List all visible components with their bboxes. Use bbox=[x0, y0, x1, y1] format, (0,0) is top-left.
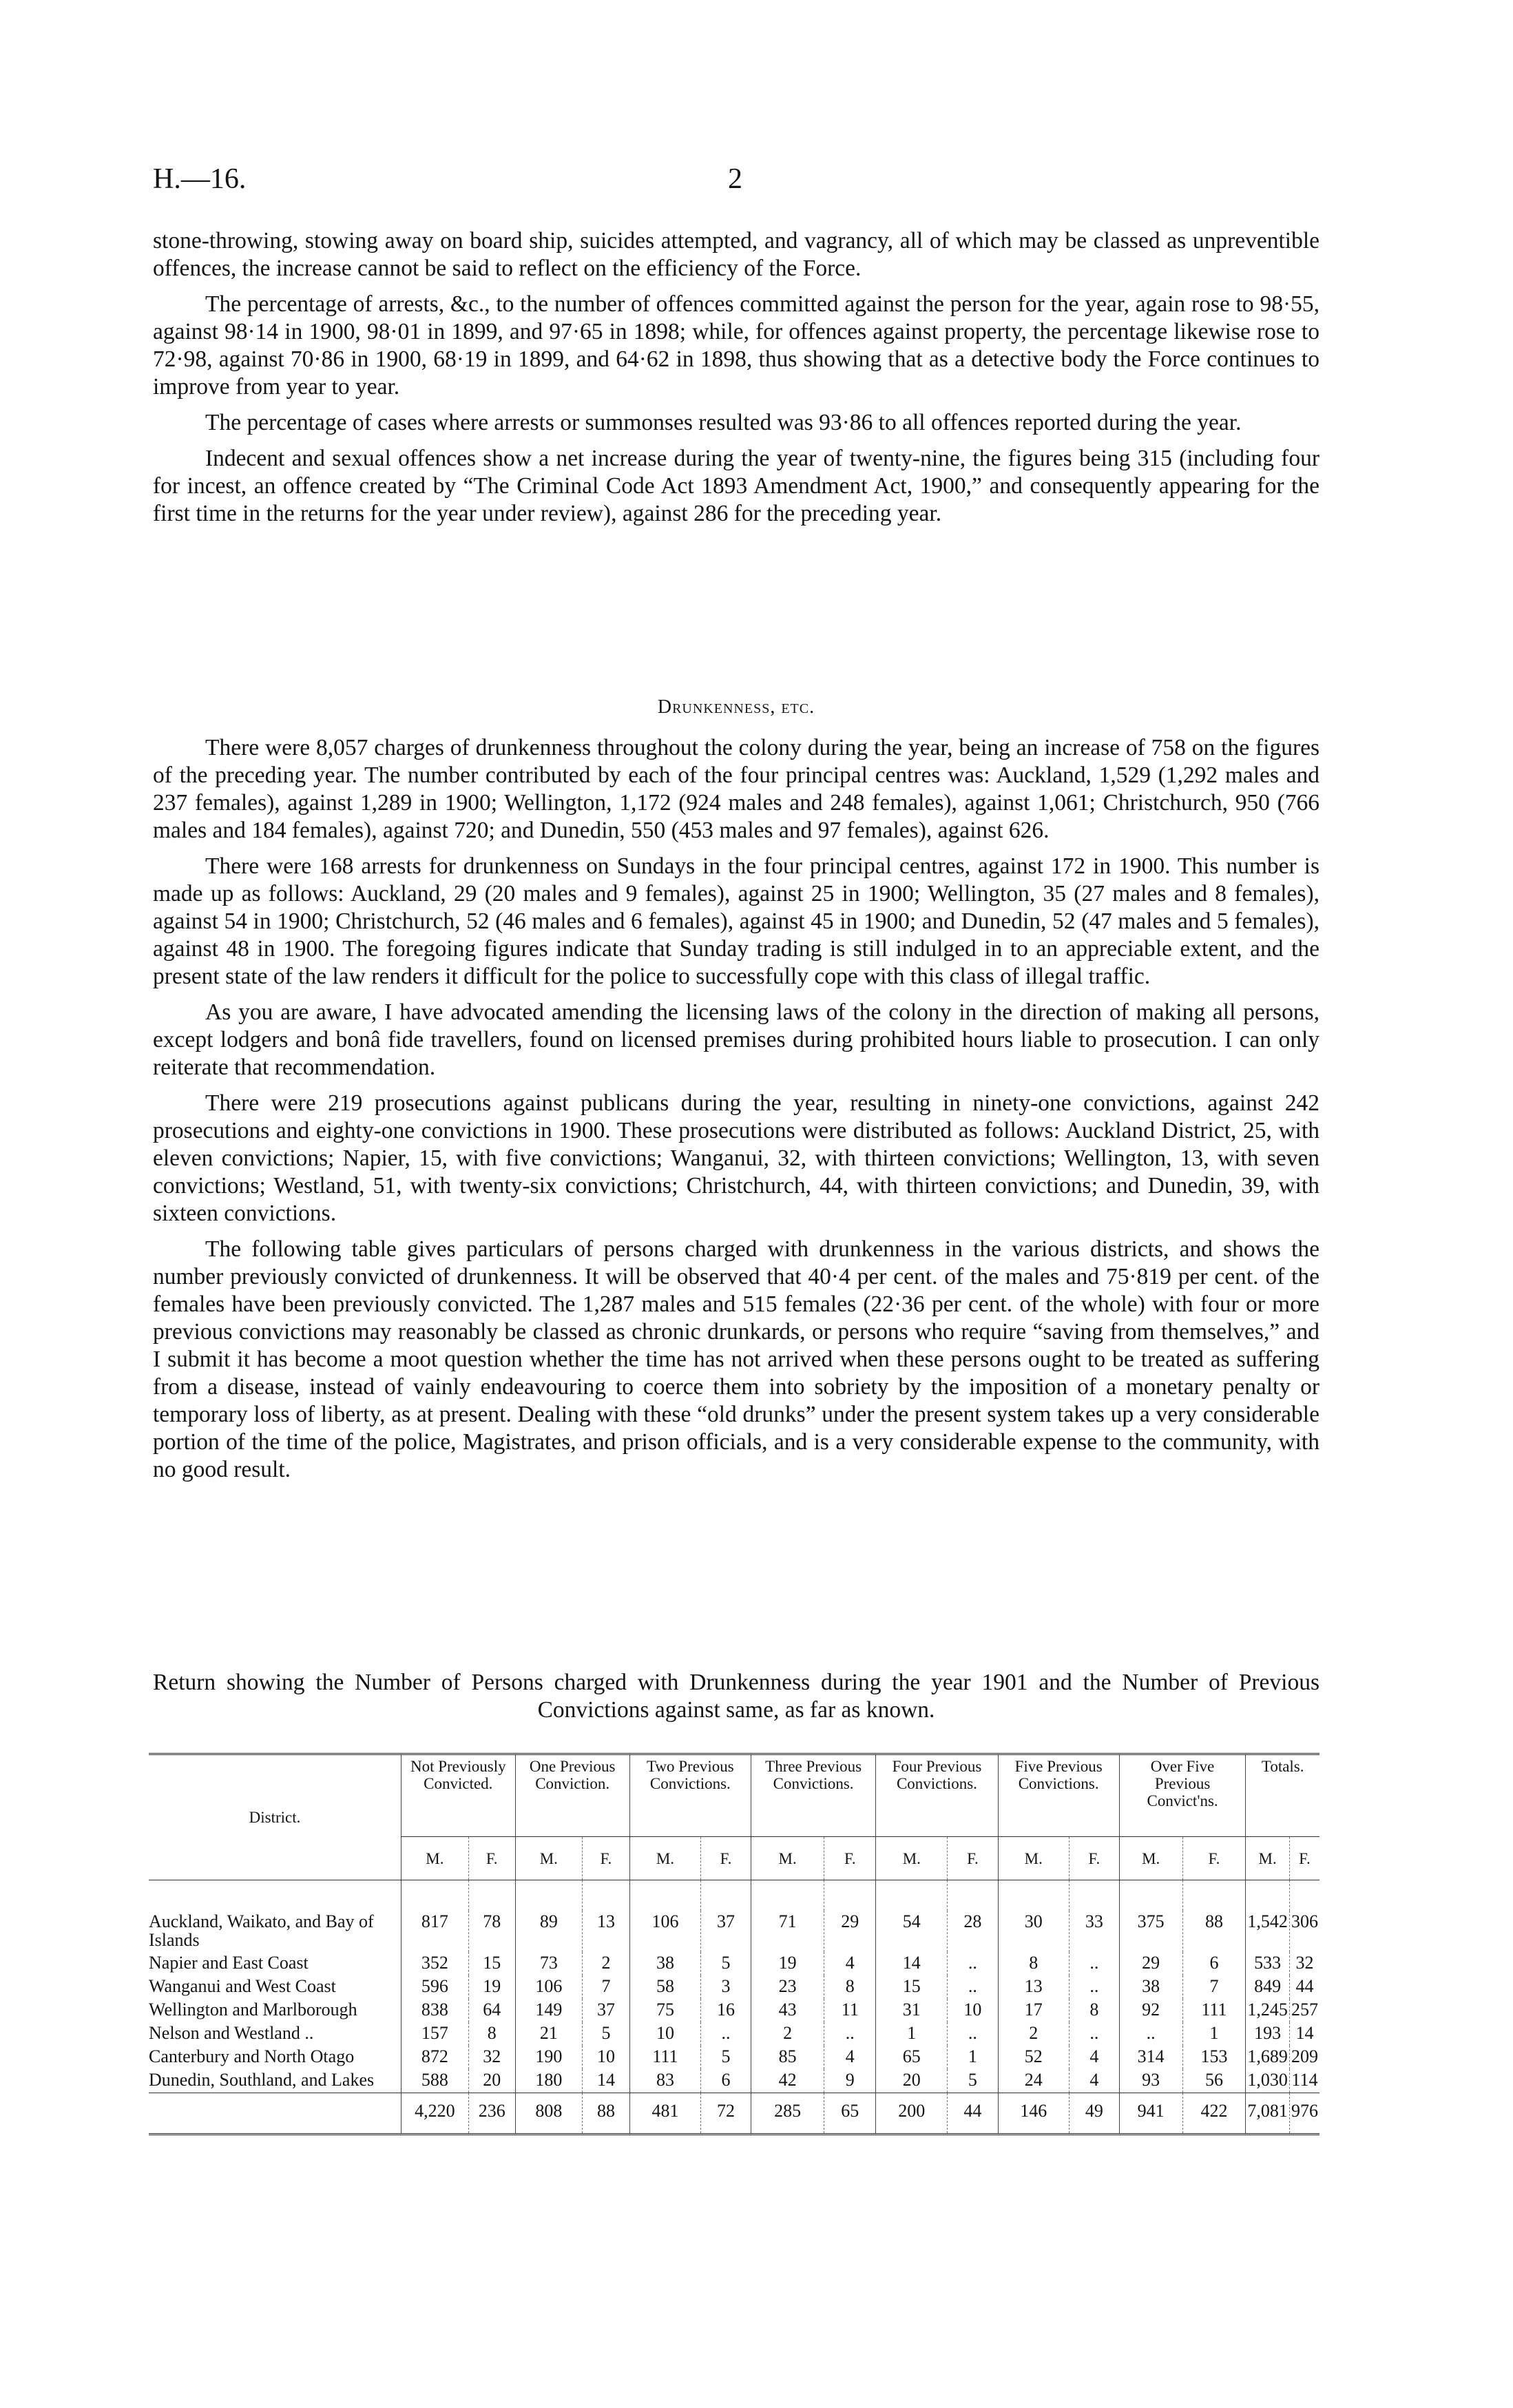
female-count: .. bbox=[948, 2022, 998, 2046]
page-number: 2 bbox=[728, 163, 742, 195]
male-count: 314 bbox=[1119, 2046, 1182, 2069]
female-count: 88 bbox=[1182, 1911, 1246, 1952]
spacer-cell bbox=[1182, 1880, 1246, 1911]
female-column-header: F. bbox=[1182, 1837, 1246, 1880]
group-header: Five Previous Convictions. bbox=[998, 1754, 1119, 1837]
female-total: 976 bbox=[1289, 2093, 1319, 2135]
spacer-cell bbox=[583, 1880, 630, 1911]
district-name: Auckland, Waikato, and Bay of Islands bbox=[149, 1911, 374, 1950]
female-count: 11 bbox=[824, 1999, 876, 2022]
table-row bbox=[149, 1911, 1319, 1952]
male-count: 30 bbox=[998, 1911, 1069, 1952]
district-name: Napier and East Coast bbox=[149, 1953, 309, 1973]
male-count: 13 bbox=[998, 1975, 1069, 1999]
female-count: 15 bbox=[468, 1952, 515, 1975]
female-count: 8 bbox=[468, 2022, 515, 2046]
male-count: 17 bbox=[998, 1999, 1069, 2022]
male-count: 38 bbox=[1119, 1975, 1182, 1999]
male-count: 10 bbox=[629, 2022, 700, 2046]
male-count: 849 bbox=[1246, 1975, 1290, 1999]
drunkenness-return-table bbox=[149, 1753, 1319, 2135]
female-count: 64 bbox=[468, 1999, 515, 2022]
paragraph: There were 8,057 charges of drunkenness throughout the colony during the year, being an increase of 758 on the figures of the preceding year. The number contributed by each of the four principal centres was: Auckland, 1,529 (1,292 males and 237 females), against 1,289 in 1900; Wellington, 1,172 (924 males and 248 females), against 1,061; Christchurch, 950 (766 males and 184 females), against 720; and Dunedin, 550 (453 males and 97 females), against 626. bbox=[153, 735, 1319, 843]
female-count: 3 bbox=[701, 1975, 751, 1999]
female-count: .. bbox=[948, 1975, 998, 1999]
spacer-cell bbox=[751, 1880, 824, 1911]
spacer-row bbox=[149, 1880, 1319, 1911]
female-count: 9 bbox=[824, 2069, 876, 2093]
male-count: 1,245 bbox=[1246, 1999, 1290, 2022]
spacer-cell bbox=[515, 1880, 583, 1911]
female-count: 37 bbox=[583, 1999, 630, 2022]
male-count: 21 bbox=[515, 2022, 583, 2046]
female-count: .. bbox=[948, 1952, 998, 1975]
female-column-header: F. bbox=[701, 1837, 751, 1880]
male-count: 190 bbox=[515, 2046, 583, 2069]
male-count: 52 bbox=[998, 2046, 1069, 2069]
male-column-header: M. bbox=[1119, 1837, 1182, 1880]
male-total: 4,220 bbox=[401, 2093, 469, 2135]
female-count: 4 bbox=[1069, 2069, 1119, 2093]
spacer-cell bbox=[1289, 1880, 1319, 1911]
male-count: 75 bbox=[629, 1999, 700, 2022]
male-count: 42 bbox=[751, 2069, 824, 2093]
male-column-header: M. bbox=[515, 1837, 583, 1880]
female-count: 5 bbox=[701, 1952, 751, 1975]
female-count: 13 bbox=[583, 1911, 630, 1952]
male-count: 838 bbox=[401, 1999, 469, 2022]
female-count: .. bbox=[1069, 2022, 1119, 2046]
female-total: 72 bbox=[701, 2093, 751, 2135]
female-count: 8 bbox=[1069, 1999, 1119, 2022]
male-count: 1,542 bbox=[1246, 1911, 1290, 1952]
male-count: 180 bbox=[515, 2069, 583, 2093]
female-count: 44 bbox=[1289, 1975, 1319, 1999]
table-row bbox=[149, 2046, 1319, 2069]
spacer-cell bbox=[1246, 1880, 1290, 1911]
report-reference: H.—16. bbox=[153, 163, 247, 195]
female-count: 2 bbox=[583, 1952, 630, 1975]
male-total: 146 bbox=[998, 2093, 1069, 2135]
female-count: 6 bbox=[701, 2069, 751, 2093]
male-count: 54 bbox=[876, 1911, 948, 1952]
female-total: 422 bbox=[1182, 2093, 1246, 2135]
female-column-header: F. bbox=[948, 1837, 998, 1880]
male-count: 106 bbox=[629, 1911, 700, 1952]
male-count: .. bbox=[1119, 2022, 1182, 2046]
male-count: 872 bbox=[401, 2046, 469, 2069]
male-count: 15 bbox=[876, 1975, 948, 1999]
return-table-wrapper bbox=[149, 1753, 1319, 2135]
paragraph: As you are aware, I have advocated amending the licensing laws of the colony in the direction of making all persons, except lodgers and bonâ fide travellers, found on licensed premises during prohibited hours liable to prosecution. I can only reiterate that recommendation. bbox=[153, 999, 1319, 1080]
drunkenness-text bbox=[153, 734, 1319, 1492]
male-count: 1 bbox=[876, 2022, 948, 2046]
female-column-header: F. bbox=[824, 1837, 876, 1880]
district-name: Wellington and Marlborough bbox=[149, 2000, 357, 2020]
female-count: 33 bbox=[1069, 1911, 1119, 1952]
female-count: 4 bbox=[824, 2046, 876, 2069]
male-count: 106 bbox=[515, 1975, 583, 1999]
group-header: Not Previously Convicted. bbox=[401, 1754, 516, 1837]
female-count: 306 bbox=[1289, 1911, 1319, 1952]
group-header: Four Previous Convictions. bbox=[876, 1754, 998, 1837]
intro-text bbox=[153, 227, 1319, 536]
paragraph: The percentage of cases where arrests or summonses resulted was 93·86 to all offences reported during the year. bbox=[205, 410, 1242, 435]
table-row bbox=[149, 1999, 1319, 2022]
male-column-header: M. bbox=[876, 1837, 948, 1880]
table-title: Return showing the Number of Persons charged with Drunkenness during the year 1901 and the Number of Previous Convictions against same, as far as known. bbox=[153, 1670, 1319, 1723]
male-column-header: M. bbox=[751, 1837, 824, 1880]
paragraph: The percentage of arrests, &c., to the number of offences committed against the person for the year, again rose to 98·55, against 98·14 in 1900, 98·01 in 1899, and 97·65 in 1898; while, for offences against property, the percentage likewise rose to 72·98, against 70·86 in 1900, 68·19 in 1899, and 64·62 in 1898, thus showing that as a detective body the Force continues to improve from year to year. bbox=[153, 291, 1319, 399]
page-header bbox=[153, 163, 1324, 204]
male-count: 23 bbox=[751, 1975, 824, 1999]
male-count: 533 bbox=[1246, 1952, 1290, 1975]
paragraph: Indecent and sexual offences show a net increase during the year of twenty-nine, the figures being 315 (including four for incest, an offence created by “The Criminal Code Act 1893 Amendment Act, 1900,” and consequently appearing for the first time in the returns for the year under review), against 286 for the preceding year. bbox=[153, 446, 1319, 526]
male-count: 375 bbox=[1119, 1911, 1182, 1952]
female-count: 111 bbox=[1182, 1999, 1246, 2022]
male-count: 92 bbox=[1119, 1999, 1182, 2022]
male-count: 83 bbox=[629, 2069, 700, 2093]
male-count: 352 bbox=[401, 1952, 469, 1975]
male-count: 1,689 bbox=[1246, 2046, 1290, 2069]
male-count: 20 bbox=[876, 2069, 948, 2093]
male-total: 481 bbox=[629, 2093, 700, 2135]
female-count: 78 bbox=[468, 1911, 515, 1952]
male-count: 85 bbox=[751, 2046, 824, 2069]
female-count: 114 bbox=[1289, 2069, 1319, 2093]
spacer-cell bbox=[701, 1880, 751, 1911]
spacer-cell bbox=[998, 1880, 1069, 1911]
male-count: 1,030 bbox=[1246, 2069, 1290, 2093]
female-count: 4 bbox=[824, 1952, 876, 1975]
table-row bbox=[149, 2069, 1319, 2093]
female-count: 32 bbox=[1289, 1952, 1319, 1975]
male-total: 200 bbox=[876, 2093, 948, 2135]
female-count: 29 bbox=[824, 1911, 876, 1952]
male-count: 71 bbox=[751, 1911, 824, 1952]
female-column-header: F. bbox=[1289, 1837, 1319, 1880]
totals-label-cell bbox=[149, 2093, 401, 2135]
male-count: 19 bbox=[751, 1952, 824, 1975]
male-count: 2 bbox=[751, 2022, 824, 2046]
paragraph: stone-throwing, stowing away on board ship, suicides attempted, and vagrancy, all of which may be classed as unpreventible offences, the increase cannot be said to reflect on the efficiency of the Force. bbox=[153, 228, 1319, 281]
female-count: 56 bbox=[1182, 2069, 1246, 2093]
male-count: 73 bbox=[515, 1952, 583, 1975]
female-count: 6 bbox=[1182, 1952, 1246, 1975]
spacer-cell bbox=[948, 1880, 998, 1911]
female-total: 65 bbox=[824, 2093, 876, 2135]
female-count: 5 bbox=[583, 2022, 630, 2046]
male-column-header: M. bbox=[1246, 1837, 1290, 1880]
female-count: .. bbox=[1069, 1952, 1119, 1975]
female-count: 19 bbox=[468, 1975, 515, 1999]
male-count: 93 bbox=[1119, 2069, 1182, 2093]
district-column-header: District. bbox=[149, 1754, 401, 1880]
male-count: 14 bbox=[876, 1952, 948, 1975]
male-count: 2 bbox=[998, 2022, 1069, 2046]
spacer-cell bbox=[149, 1880, 401, 1911]
female-count: 14 bbox=[583, 2069, 630, 2093]
male-count: 149 bbox=[515, 1999, 583, 2022]
paragraph: There were 168 arrests for drunkenness on Sundays in the four principal centres, against 172 in 1900. This number is made up as follows: Auckland, 29 (20 males and 9 females), against 25 in 1900; Wellington, 35 (27 males and 8 females), against 54 in 1900; Christchurch, 52 (46 males and 6 females), against 45 in 1900; and Dunedin, 52 (47 males and 5 females), against 48 in 1900. The foregoing figures indicate that Sunday trading is still indulged in to an appreciable extent, and the present state of the law renders it difficult for the police to successfully cope with this class of illegal traffic. bbox=[153, 853, 1319, 989]
spacer-cell bbox=[468, 1880, 515, 1911]
spacer-cell bbox=[1069, 1880, 1119, 1911]
group-header: Three Previous Convictions. bbox=[751, 1754, 875, 1837]
female-count: 20 bbox=[468, 2069, 515, 2093]
female-count: 37 bbox=[701, 1911, 751, 1952]
male-count: 24 bbox=[998, 2069, 1069, 2093]
female-count: 153 bbox=[1182, 2046, 1246, 2069]
group-header: One Previous Conviction. bbox=[515, 1754, 629, 1837]
male-count: 65 bbox=[876, 2046, 948, 2069]
district-name: Dunedin, Southland, and Lakes bbox=[149, 2070, 375, 2090]
female-count: .. bbox=[1069, 1975, 1119, 1999]
district-name: Canterbury and North Otago bbox=[149, 2046, 355, 2066]
female-count: 5 bbox=[701, 2046, 751, 2069]
female-count: 4 bbox=[1069, 2046, 1119, 2069]
female-column-header: F. bbox=[1069, 1837, 1119, 1880]
group-header: Totals. bbox=[1246, 1754, 1319, 1837]
section-heading: Drunkenness, etc. bbox=[657, 696, 815, 718]
female-total: 88 bbox=[583, 2093, 630, 2135]
spacer-cell bbox=[824, 1880, 876, 1911]
female-count: 257 bbox=[1289, 1999, 1319, 2022]
female-count: 14 bbox=[1289, 2022, 1319, 2046]
male-total: 285 bbox=[751, 2093, 824, 2135]
female-count: .. bbox=[701, 2022, 751, 2046]
male-column-header: M. bbox=[401, 1837, 469, 1880]
male-column-header: M. bbox=[629, 1837, 700, 1880]
female-count: 10 bbox=[948, 1999, 998, 2022]
male-total: 808 bbox=[515, 2093, 583, 2135]
female-count: 209 bbox=[1289, 2046, 1319, 2069]
male-count: 8 bbox=[998, 1952, 1069, 1975]
table-row bbox=[149, 2022, 1319, 2046]
male-count: 58 bbox=[629, 1975, 700, 1999]
spacer-cell bbox=[876, 1880, 948, 1911]
female-count: 1 bbox=[1182, 2022, 1246, 2046]
female-count: 1 bbox=[948, 2046, 998, 2069]
female-count: 8 bbox=[824, 1975, 876, 1999]
male-count: 31 bbox=[876, 1999, 948, 2022]
spacer-cell bbox=[629, 1880, 700, 1911]
male-count: 157 bbox=[401, 2022, 469, 2046]
female-count: 7 bbox=[1182, 1975, 1246, 1999]
male-total: 7,081 bbox=[1246, 2093, 1290, 2135]
female-count: 32 bbox=[468, 2046, 515, 2069]
female-count: 28 bbox=[948, 1911, 998, 1952]
male-count: 111 bbox=[629, 2046, 700, 2069]
male-total: 941 bbox=[1119, 2093, 1182, 2135]
male-count: 817 bbox=[401, 1911, 469, 1952]
table-row bbox=[149, 1975, 1319, 1999]
male-count: 596 bbox=[401, 1975, 469, 1999]
male-count: 588 bbox=[401, 2069, 469, 2093]
female-count: 16 bbox=[701, 1999, 751, 2022]
female-count: 5 bbox=[948, 2069, 998, 2093]
male-column-header: M. bbox=[998, 1837, 1069, 1880]
paragraph: The following table gives particulars of persons charged with drunkenness in the various districts, and shows the number previously convicted of drunkenness. It will be observed that 40·4 per cent. of the males and 75·819 per cent. of the females have been previously convicted. The 1,287 males and 515 females (22·36 per cent. of the whole) with four or more previous convictions may reasonably be classed as chronic drunkards, or persons who require “saving from themselves,” and I submit it has become a moot question whether the time has not arrived when these persons ought to be treated as suffering from a disease, instead of vainly endeavouring to coerce them into sobriety by the imposition of a monetary penalty or temporary loss of liberty, as at present. Dealing with these “old drunks” under the present system takes up a very considerable portion of the time of the police, Magistrates, and prison officials, and is a very considerable expense to the community, with no good result. bbox=[153, 1236, 1319, 1482]
paragraph: There were 219 prosecutions against publicans during the year, resulting in ninety-one convictions, against 242 prosecutions and eighty-one convictions in 1900. These prosecutions were distributed as follows: Auckland District, 25, with eleven convictions; Napier, 15, with five convictions; Wanganui, 32, with thirteen convictions; Wellington, 13, with seven convictions; Westland, 51, with twenty-six convictions; Christchurch, 44, with thirteen convictions; and Dunedin, 39, with sixteen convictions. bbox=[153, 1090, 1319, 1226]
male-count: 89 bbox=[515, 1911, 583, 1952]
table-row bbox=[149, 1952, 1319, 1975]
totals-row bbox=[149, 2093, 1319, 2135]
female-total: 44 bbox=[948, 2093, 998, 2135]
female-count: .. bbox=[824, 2022, 876, 2046]
male-count: 29 bbox=[1119, 1952, 1182, 1975]
male-count: 193 bbox=[1246, 2022, 1290, 2046]
female-total: 49 bbox=[1069, 2093, 1119, 2135]
female-column-header: F. bbox=[468, 1837, 515, 1880]
spacer-cell bbox=[1119, 1880, 1182, 1911]
spacer-cell bbox=[401, 1880, 469, 1911]
female-total: 236 bbox=[468, 2093, 515, 2135]
district-name: Nelson and Westland .. bbox=[149, 2023, 314, 2043]
group-header: Over Five Previous Convict'ns. bbox=[1119, 1754, 1246, 1837]
male-count: 43 bbox=[751, 1999, 824, 2022]
female-count: 10 bbox=[583, 2046, 630, 2069]
female-column-header: F. bbox=[583, 1837, 630, 1880]
female-count: 7 bbox=[583, 1975, 630, 1999]
district-name: Wanganui and West Coast bbox=[149, 1976, 336, 1996]
group-header: Two Previous Convictions. bbox=[629, 1754, 751, 1837]
male-count: 38 bbox=[629, 1952, 700, 1975]
